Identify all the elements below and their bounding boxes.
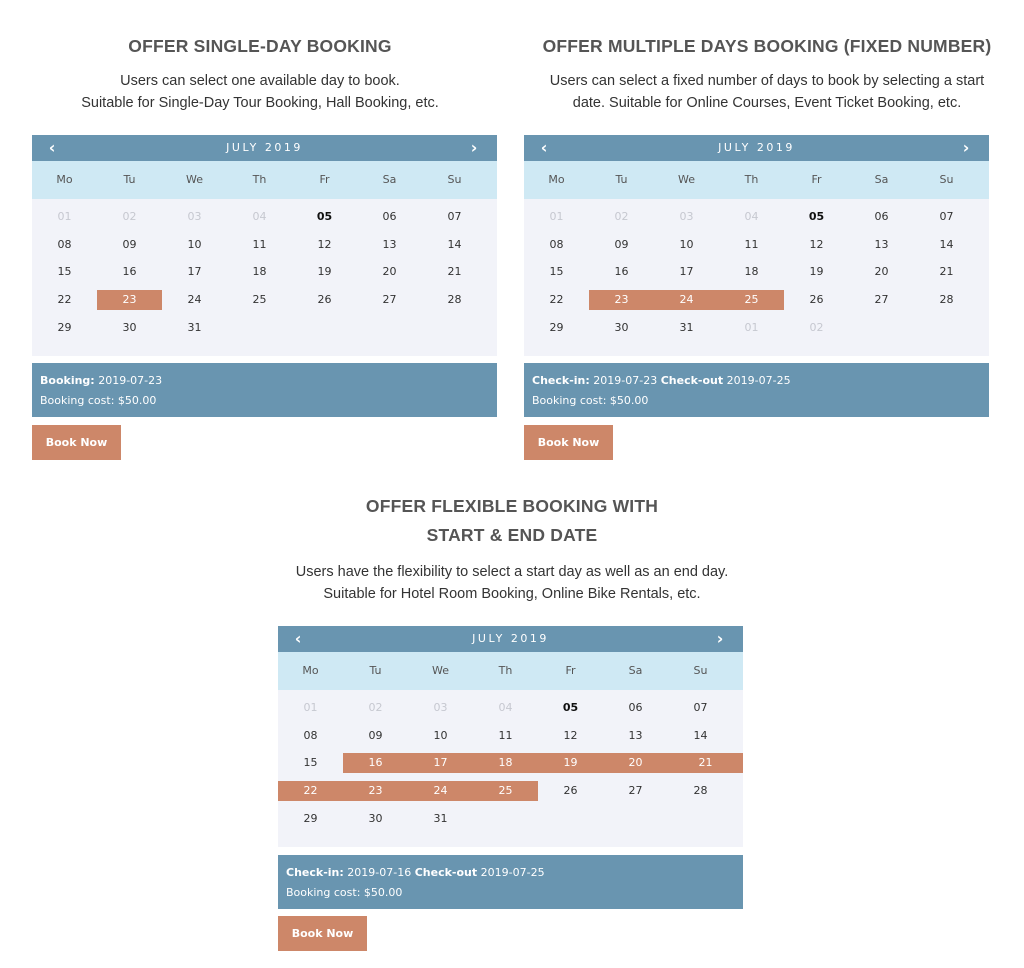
- calendar-day[interactable]: 24: [408, 781, 473, 801]
- calendar-day[interactable]: 21: [668, 753, 743, 773]
- calendar-day[interactable]: 28: [693, 784, 708, 797]
- calendar-day[interactable]: 16: [343, 753, 408, 773]
- calendar-day[interactable]: 19: [317, 265, 332, 278]
- calendar-day[interactable]: 18: [252, 265, 267, 278]
- weekday-label: Sa: [382, 173, 397, 186]
- calendar-day[interactable]: 22: [549, 293, 564, 306]
- section-description: [12, 70, 508, 114]
- booking-summary: [32, 363, 497, 417]
- weekday-label: Mo: [56, 173, 73, 186]
- calendar-day[interactable]: 12: [317, 238, 332, 251]
- section-description: [510, 70, 1024, 114]
- calendar-day[interactable]: 16: [614, 265, 629, 278]
- weekday-label: Tu: [615, 173, 628, 186]
- calendar-day[interactable]: 09: [122, 238, 137, 251]
- day-grid: [32, 199, 497, 356]
- day-grid: [524, 199, 989, 356]
- calendar-day: 04: [252, 210, 267, 223]
- next-month-icon[interactable]: ›: [962, 138, 970, 157]
- calendar-day[interactable]: 26: [809, 293, 824, 306]
- description-line: Suitable for Single-Day Tour Booking, Hall Booking, etc.: [81, 95, 439, 111]
- weekday-label: Mo: [548, 173, 565, 186]
- weekday-label: Sa: [874, 173, 889, 186]
- calendar-day[interactable]: 28: [939, 293, 954, 306]
- booking-cost: Booking cost: $50.00: [286, 886, 403, 899]
- date-value: 2019-07-23: [98, 374, 163, 387]
- calendar-day[interactable]: 23: [589, 290, 654, 310]
- date-label: Check-out: [660, 374, 724, 387]
- calendar-day[interactable]: 09: [614, 238, 629, 251]
- description-line: Users can select a fixed number of days to book by selecting a start: [549, 73, 985, 89]
- calendar-day: 04: [744, 210, 759, 223]
- calendar-day[interactable]: 07: [693, 701, 708, 714]
- calendar-day[interactable]: 18: [744, 265, 759, 278]
- weekday-row: [278, 652, 743, 690]
- calendar-day: 02: [614, 210, 629, 223]
- calendar-day[interactable]: 14: [939, 238, 954, 251]
- calendar-day[interactable]: 27: [628, 784, 643, 797]
- day-grid: [278, 690, 743, 847]
- booking-calendar: [524, 135, 989, 356]
- calendar-day[interactable]: 14: [447, 238, 462, 251]
- calendar-day[interactable]: 24: [187, 293, 202, 306]
- calendar-day: 03: [433, 701, 448, 714]
- weekday-label: Th: [744, 173, 759, 186]
- weekday-label: Th: [252, 173, 267, 186]
- date-label: Check-in:: [286, 866, 344, 879]
- calendar-header: [32, 135, 497, 161]
- weekday-label: Th: [498, 664, 513, 677]
- calendar-day[interactable]: 06: [628, 701, 643, 714]
- booking-cost: Booking cost: $50.00: [40, 394, 157, 407]
- calendar-day[interactable]: 08: [549, 238, 564, 251]
- calendar-day: 02: [122, 210, 137, 223]
- calendar-day: 04: [498, 701, 513, 714]
- calendar-day[interactable]: 15: [303, 756, 318, 769]
- booking-calendar: [32, 135, 497, 356]
- calendar-day[interactable]: 10: [433, 729, 448, 742]
- next-month-icon[interactable]: ›: [470, 138, 478, 157]
- next-month-icon[interactable]: ›: [716, 629, 724, 648]
- calendar-day[interactable]: 20: [603, 753, 668, 773]
- title-line: START & END DATE: [426, 525, 598, 545]
- description-line: Suitable for Hotel Room Booking, Online Bike Rentals, etc.: [323, 586, 701, 602]
- calendar-day[interactable]: 31: [187, 321, 202, 334]
- section-description: [0, 561, 1024, 605]
- calendar-day[interactable]: 21: [447, 265, 462, 278]
- weekday-label: We: [432, 664, 449, 677]
- calendar-day[interactable]: 20: [382, 265, 397, 278]
- section-title: [0, 496, 1024, 546]
- calendar-day[interactable]: 19: [809, 265, 824, 278]
- calendar-day[interactable]: 15: [549, 265, 564, 278]
- calendar-day[interactable]: 14: [693, 729, 708, 742]
- booking-calendar: [278, 626, 743, 847]
- title-line: OFFER FLEXIBLE BOOKING WITH: [365, 496, 659, 516]
- calendar-day[interactable]: 20: [874, 265, 889, 278]
- calendar-day[interactable]: 17: [679, 265, 694, 278]
- date-value: 2019-07-25: [726, 374, 791, 387]
- date-value: 2019-07-25: [480, 866, 545, 879]
- calendar-day[interactable]: 13: [628, 729, 643, 742]
- calendar-day: 02: [809, 321, 824, 334]
- weekday-label: Fr: [565, 664, 576, 677]
- weekday-label: Mo: [302, 664, 319, 677]
- booking-summary: [524, 363, 989, 417]
- calendar-day[interactable]: 08: [303, 729, 318, 742]
- booking-summary: [278, 855, 743, 909]
- calendar-day[interactable]: 19: [538, 753, 603, 773]
- calendar-day[interactable]: 11: [252, 238, 267, 251]
- calendar-day[interactable]: 17: [187, 265, 202, 278]
- calendar-day[interactable]: 13: [874, 238, 889, 251]
- calendar-day[interactable]: 22: [278, 781, 343, 801]
- calendar-day[interactable]: 07: [447, 210, 462, 223]
- calendar-day[interactable]: 23: [97, 290, 162, 310]
- calendar-day[interactable]: 29: [57, 321, 72, 334]
- calendar-day[interactable]: 09: [368, 729, 383, 742]
- weekday-label: We: [678, 173, 695, 186]
- calendar-day[interactable]: 15: [57, 265, 72, 278]
- calendar-day: 03: [187, 210, 202, 223]
- weekday-label: We: [186, 173, 203, 186]
- calendar-day: 01: [303, 701, 318, 714]
- calendar-day[interactable]: 24: [654, 290, 719, 310]
- calendar-day[interactable]: 31: [433, 812, 448, 825]
- date-value: 2019-07-23: [593, 374, 658, 387]
- month-label: JULY 2019: [718, 141, 795, 154]
- calendar-day: 02: [368, 701, 383, 714]
- weekday-label: Tu: [123, 173, 136, 186]
- calendar-day[interactable]: 10: [187, 238, 202, 251]
- calendar-day[interactable]: 26: [317, 293, 332, 306]
- weekday-label: Su: [939, 173, 954, 186]
- description-line: Users can select one available day to book.: [120, 73, 400, 89]
- prev-month-icon[interactable]: ‹: [48, 138, 56, 157]
- booking-dates: [40, 374, 162, 387]
- calendar-day[interactable]: 31: [679, 321, 694, 334]
- calendar-day[interactable]: 22: [57, 293, 72, 306]
- month-label: JULY 2019: [472, 632, 549, 645]
- prev-month-icon[interactable]: ‹: [540, 138, 548, 157]
- calendar-day[interactable]: 21: [939, 265, 954, 278]
- calendar-day[interactable]: 18: [473, 753, 538, 773]
- calendar-day: 01: [744, 321, 759, 334]
- weekday-label: Tu: [369, 664, 382, 677]
- calendar-day[interactable]: 06: [874, 210, 889, 223]
- booking-cost: Booking cost: $50.00: [532, 394, 649, 407]
- calendar-day[interactable]: 11: [744, 238, 759, 251]
- calendar-day: 01: [57, 210, 72, 223]
- calendar-day[interactable]: 26: [563, 784, 578, 797]
- calendar-day[interactable]: 10: [679, 238, 694, 251]
- weekday-label: Su: [447, 173, 462, 186]
- weekday-row: [32, 161, 497, 199]
- section-title: OFFER MULTIPLE DAYS BOOKING (FIXED NUMBER): [542, 36, 992, 56]
- calendar-day[interactable]: 27: [382, 293, 397, 306]
- calendar-day[interactable]: 29: [303, 812, 318, 825]
- date-label: Check-in:: [532, 374, 590, 387]
- date-label: Check-out: [414, 866, 478, 879]
- calendar-day[interactable]: 13: [382, 238, 397, 251]
- calendar-day[interactable]: 27: [874, 293, 889, 306]
- date-value: 2019-07-16: [347, 866, 412, 879]
- weekday-row: [524, 161, 989, 199]
- weekday-label: Fr: [319, 173, 330, 186]
- weekday-label: Sa: [628, 664, 643, 677]
- book-now-button[interactable]: Book Now: [524, 425, 613, 460]
- calendar-day: 03: [679, 210, 694, 223]
- calendar-day[interactable]: 05: [808, 210, 825, 223]
- book-now-button[interactable]: Book Now: [32, 425, 121, 460]
- date-label: Booking:: [40, 374, 95, 387]
- calendar-day[interactable]: 05: [316, 210, 333, 223]
- description-line: Users have the flexibility to select a start day as well as an end day.: [295, 564, 729, 580]
- weekday-label: Fr: [811, 173, 822, 186]
- calendar-day: 01: [549, 210, 564, 223]
- calendar-day[interactable]: 16: [122, 265, 137, 278]
- calendar-day[interactable]: 23: [343, 781, 408, 801]
- booking-dates: [286, 866, 545, 879]
- prev-month-icon[interactable]: ‹: [294, 629, 302, 648]
- calendar-day[interactable]: 12: [563, 729, 578, 742]
- calendar-day[interactable]: 11: [498, 729, 513, 742]
- calendar-day[interactable]: 28: [447, 293, 462, 306]
- calendar-day[interactable]: 30: [368, 812, 383, 825]
- calendar-day[interactable]: 08: [57, 238, 72, 251]
- section-title: OFFER SINGLE-DAY BOOKING: [128, 36, 392, 56]
- calendar-day[interactable]: 25: [252, 293, 267, 306]
- calendar-day[interactable]: 29: [549, 321, 564, 334]
- calendar-day[interactable]: 07: [939, 210, 954, 223]
- booking-dates: [532, 374, 791, 387]
- calendar-day[interactable]: 17: [408, 753, 473, 773]
- book-now-button[interactable]: Book Now: [278, 916, 367, 951]
- calendar-header: [524, 135, 989, 161]
- calendar-day[interactable]: 06: [382, 210, 397, 223]
- calendar-day[interactable]: 25: [719, 290, 784, 310]
- calendar-header: [278, 626, 743, 652]
- weekday-label: Su: [693, 664, 708, 677]
- calendar-day[interactable]: 30: [614, 321, 629, 334]
- description-line: date. Suitable for Online Courses, Event Ticket Booking, etc.: [572, 95, 962, 111]
- calendar-day[interactable]: 05: [562, 701, 579, 714]
- calendar-day[interactable]: 30: [122, 321, 137, 334]
- month-label: JULY 2019: [226, 141, 303, 154]
- calendar-day[interactable]: 25: [473, 781, 538, 801]
- calendar-day[interactable]: 12: [809, 238, 824, 251]
